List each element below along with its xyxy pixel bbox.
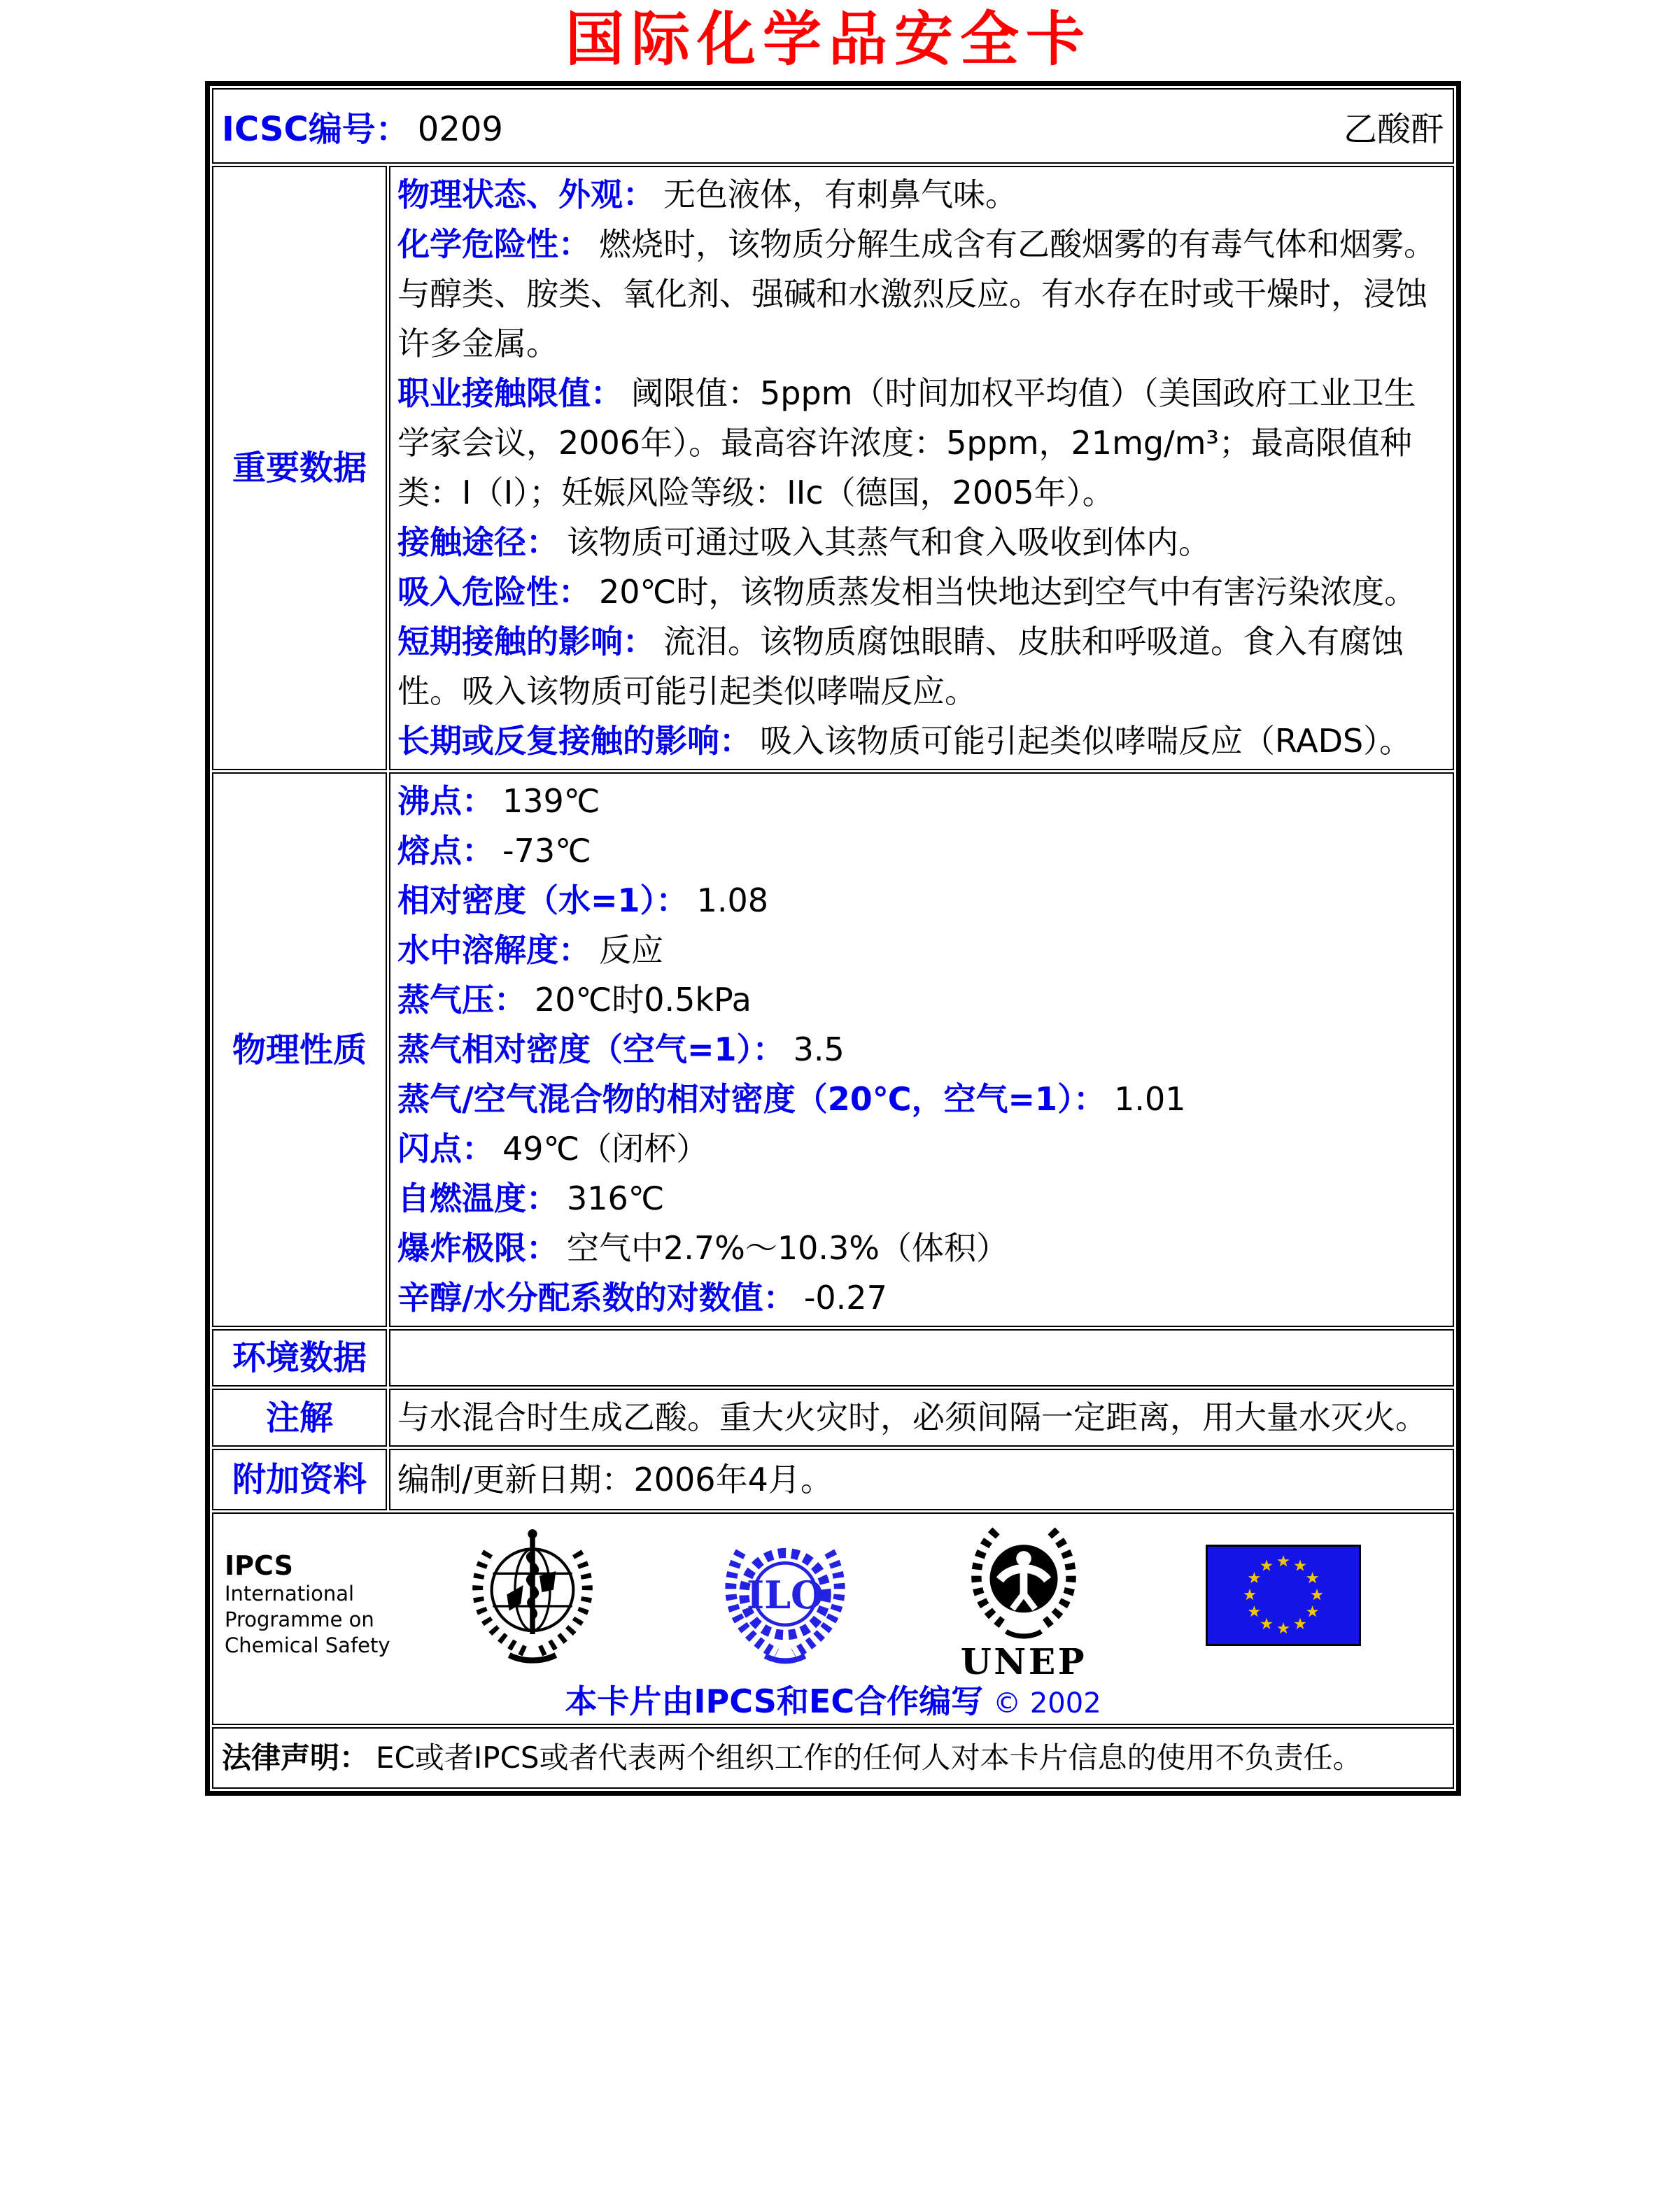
additional-info-row xyxy=(212,1449,1454,1510)
field-vapor-pressure: 蒸气压： 20℃时0.5kPa xyxy=(397,981,752,1019)
footer-caption xyxy=(213,1684,1453,1721)
section-label-important-data: 重要数据 xyxy=(212,166,387,770)
field-exposure-routes: 接触途径： 该物质可通过吸入其蒸气和食入吸收到体内。 xyxy=(397,523,1211,561)
section-label-additional-info: 附加资料 xyxy=(212,1449,387,1510)
notes-row xyxy=(212,1389,1454,1447)
footer-caption-text: 本卡片由IPCS和EC合作编写 xyxy=(565,1682,984,1720)
field-vapor-air-mixture-density: 蒸气/空气混合物的相对密度（20℃，空气=1）： 1.01 xyxy=(397,1080,1186,1118)
ipcs-name-line1: International xyxy=(225,1582,355,1605)
important-data-row xyxy=(212,166,1454,770)
field-water-solubility: 水中溶解度： 反应 xyxy=(397,931,663,969)
icsc-card-table xyxy=(205,81,1461,1796)
ilo-logo-icon xyxy=(719,1528,852,1674)
environment-data-content xyxy=(389,1329,1454,1387)
eu-flag-icon xyxy=(1206,1545,1361,1649)
field-inhalation-risk: 吸入危险性： 20℃时，该物质蒸发相当快地达到空气中有害污染浓度。 xyxy=(397,573,1417,611)
field-occupational-limits: 职业接触限值： 阈限值：5ppm（时间加权平均值）（美国政府工业卫生学家会议，2006年）。最高容许浓度：5ppm，21mg/m³；最高限值种类：I（I）；妊娠风险等级：IIc（德国，2005年）。 xyxy=(397,374,1416,511)
header-cell xyxy=(212,88,1454,164)
field-relative-density: 相对密度（水=1）： 1.08 xyxy=(397,881,768,919)
icsc-number xyxy=(222,102,503,150)
field-vapor-density: 蒸气相对密度（空气=1）： 3.5 xyxy=(397,1030,845,1068)
field-chemical-danger: 化学危险性： 燃烧时，该物质分解生成含有乙酸烟雾的有毒气体和烟雾。与醇类、胺类、氧化剂、强碱和水激烈反应。有水存在时或干燥时，浸蚀许多金属。 xyxy=(397,225,1436,362)
icsc-number-value: 0209 xyxy=(417,109,503,149)
footer-row xyxy=(212,1512,1454,1725)
footer-cell xyxy=(212,1512,1454,1725)
field-autoignition-temperature: 自燃温度： 316℃ xyxy=(397,1179,665,1217)
ipcs-name-line2: Programme on xyxy=(225,1608,374,1631)
who-logo-icon xyxy=(463,1522,602,1672)
icsc-number-label: ICSC编号： xyxy=(222,109,409,149)
section-label-physical-properties: 物理性质 xyxy=(212,772,387,1327)
field-octanol-water-partition: 辛醇/水分配系数的对数值： -0.27 xyxy=(397,1279,887,1317)
ilo-monogram: ILO xyxy=(747,1573,824,1618)
legal-text: EC或者IPCS或者代表两个组织工作的任何人对本卡片信息的使用不负责任。 xyxy=(376,1740,1362,1775)
important-data-content xyxy=(389,166,1454,770)
field-boiling-point: 沸点： 139℃ xyxy=(397,782,600,820)
ipcs-abbr: IPCS xyxy=(225,1550,293,1581)
physical-properties-row xyxy=(212,772,1454,1327)
field-physical-state: 物理状态、外观： 无色液体，有刺鼻气味。 xyxy=(397,176,1017,213)
page-title: 国际化学品安全卡 xyxy=(565,4,1092,73)
field-flash-point: 闪点： 49℃（闭杯） xyxy=(397,1130,709,1168)
legal-row xyxy=(212,1727,1454,1789)
ipcs-name-line3: Chemical Safety xyxy=(225,1633,390,1657)
ipcs-text-block xyxy=(225,1550,390,1659)
environment-data-row xyxy=(212,1329,1454,1387)
section-label-notes: 注解 xyxy=(212,1389,387,1447)
footer-copyright: © 2002 xyxy=(993,1687,1101,1720)
field-short-term-effects: 短期接触的影响： 流泪。该物质腐蚀眼睛、皮肤和呼吸道。食入有腐蚀性。吸入该物质可能引起类似哮喘反应。 xyxy=(397,623,1404,710)
chemical-name: 乙酸酐 xyxy=(1343,109,1444,149)
unep-logo-icon xyxy=(961,1521,1087,1685)
physical-properties-content xyxy=(389,772,1454,1327)
legal-cell xyxy=(212,1727,1454,1789)
header-row xyxy=(212,88,1454,164)
legal-label: 法律声明： xyxy=(222,1740,369,1775)
additional-info-content: 编制/更新日期：2006年4月。 xyxy=(389,1449,1454,1510)
unep-caption: UNEP xyxy=(961,1641,1087,1682)
notes-content: 与水混合时生成乙酸。重大火灾时，必须间隔一定距离，用大量水灭火。 xyxy=(389,1389,1454,1447)
field-long-term-effects: 长期或反复接触的影响： 吸入该物质可能引起类似哮喘反应（RADS）。 xyxy=(397,722,1412,760)
field-melting-point: 熔点： -73℃ xyxy=(397,832,591,870)
section-label-environment-data: 环境数据 xyxy=(212,1329,387,1387)
field-explosive-limits: 爆炸极限： 空气中2.7%～10.3%（体积） xyxy=(397,1229,1008,1267)
